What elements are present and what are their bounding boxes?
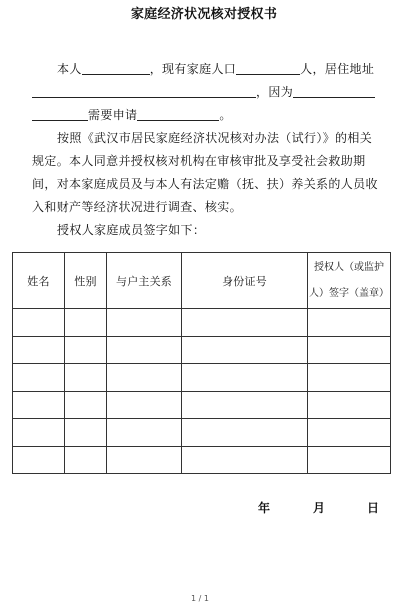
date-year-label: 年 [258, 501, 271, 515]
cell-name [13, 391, 65, 419]
cell-relation [107, 419, 182, 447]
para1-text: 需要申请 [88, 108, 138, 122]
cell-gender [65, 364, 107, 392]
cell-name [13, 446, 65, 474]
cell-signature [308, 419, 391, 447]
application-item-blank [137, 108, 219, 121]
para2-line: 入和财产等经济状况进行调查、核实。 [32, 200, 242, 214]
table-row [13, 309, 391, 337]
cell-gender [65, 446, 107, 474]
signature-header-line: 人）签字（盖章） [309, 287, 389, 299]
cell-id-number [182, 419, 308, 447]
cell-name [13, 364, 65, 392]
para2-line: 规定。本人同意并授权核对机构在审核审批及享受社会救助期 [32, 154, 366, 168]
cell-relation [107, 309, 182, 337]
household-size-blank [236, 62, 300, 75]
cell-signature [308, 364, 391, 392]
table-header-relation: 与户主关系 [107, 253, 182, 309]
table-header-name: 姓名 [13, 253, 65, 309]
reason-blank-continued [32, 108, 88, 121]
reason-blank [293, 85, 375, 98]
document-title: 家庭经济状况核对授权书 [130, 7, 278, 22]
address-blank [32, 85, 256, 98]
date-day-label: 日 [367, 501, 380, 515]
cell-gender [65, 391, 107, 419]
para2-line: 间，对本家庭成员及与本人有法定赡（抚、扶）养关系的人员收 [32, 177, 378, 191]
table-header-row [13, 253, 391, 309]
table-row [13, 446, 391, 474]
para1-line1 [32, 58, 378, 81]
cell-signature [308, 446, 391, 474]
para1-text: 本人 [57, 62, 82, 76]
family-member-signature-table [12, 252, 391, 474]
table-row [13, 336, 391, 364]
para1-text: ，现有家庭人口 [149, 62, 237, 76]
cell-name [13, 309, 65, 337]
date-month-label: 月 [313, 501, 326, 515]
para2-line: 按照《武汉市居民家庭经济状况核对办法（试行）》的相关 [57, 131, 373, 145]
cell-id-number [182, 309, 308, 337]
table-row [13, 419, 391, 447]
cell-relation [107, 446, 182, 474]
cell-id-number [182, 364, 308, 392]
para1-text: ，因为 [256, 85, 294, 99]
table-header-gender: 性别 [65, 253, 107, 309]
cell-name [13, 336, 65, 364]
applicant-name-blank [82, 62, 150, 75]
cell-relation [107, 364, 182, 392]
para1-text: 人，居住地址 [300, 62, 375, 76]
para1-text: 。 [219, 108, 232, 122]
cell-signature [308, 391, 391, 419]
cell-relation [107, 336, 182, 364]
cell-gender [65, 336, 107, 364]
document-body [32, 58, 378, 242]
signature-header-line: 授权人（或监护 [314, 261, 384, 273]
table-row [13, 364, 391, 392]
cell-name [13, 419, 65, 447]
para1-line2 [32, 81, 378, 104]
page-indicator: 1 / 1 [191, 594, 209, 603]
table-row [13, 391, 391, 419]
cell-signature [308, 309, 391, 337]
cell-gender [65, 419, 107, 447]
cell-relation [107, 391, 182, 419]
cell-signature [308, 336, 391, 364]
cell-id-number [182, 446, 308, 474]
table-header-id-number: 身份证号 [182, 253, 308, 309]
table-header-signature [308, 253, 391, 309]
cell-id-number [182, 336, 308, 364]
cell-gender [65, 309, 107, 337]
para1-line3 [32, 104, 378, 127]
cell-id-number [182, 391, 308, 419]
signature-instruction: 授权人家庭成员签字如下： [57, 223, 206, 237]
